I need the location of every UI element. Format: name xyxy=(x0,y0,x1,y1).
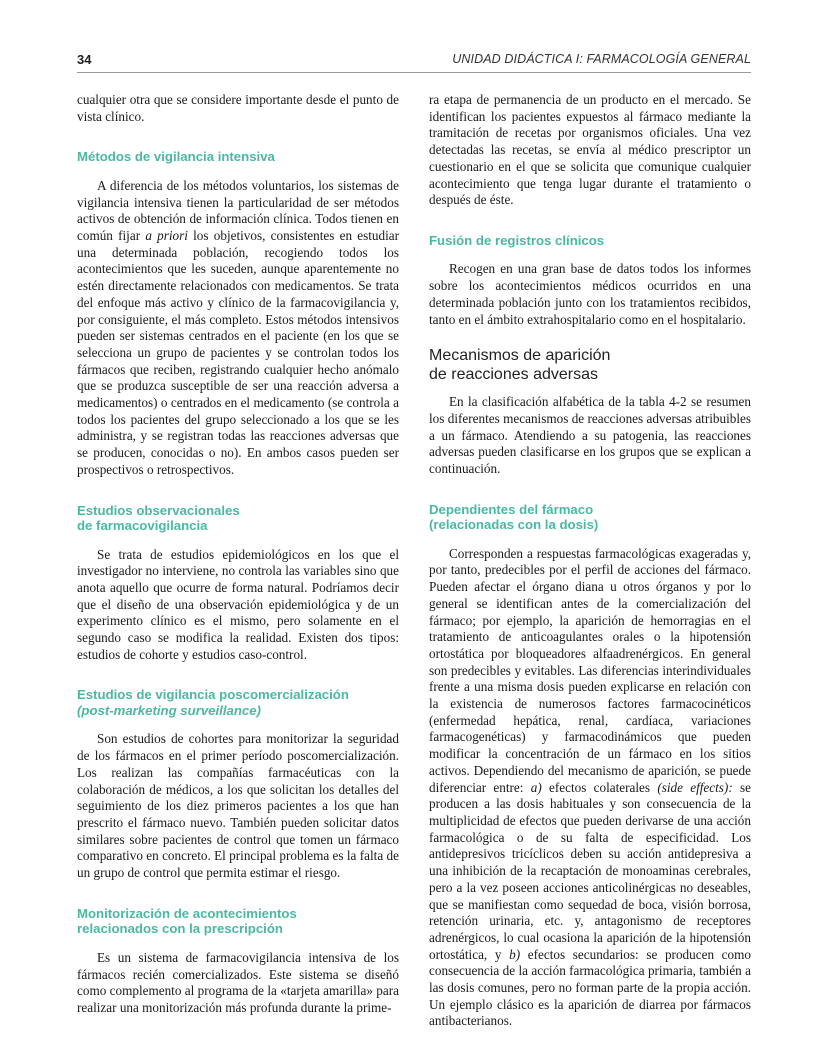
paragraph-poscomercializacion: Son estudios de cohortes para monitorizar la seguridad de los fármacos en el primer período poscomercialización. Los realizan las compañías farmacéuticas con la colaboración de médicos, a los que solicitan los detalles del seguimiento de los diez primeros pacientes a los que han prescrito el fármaco nuevo. También pueden solicitar datos similares sobre pacientes de control que tomen un fármaco comparativo en concreto. El principal problema es la falta de un grupo de control que permita estimar el riesgo. xyxy=(77,731,399,881)
paragraph-dependientes-farmaco: Corresponden a respuestas farmacológicas exageradas y, por tanto, predecibles por el perfil de acciones del fármaco. Pueden afectar el órgano diana u otros órganos y por lo general se identifican antes de la comercialización del fármaco; por ejemplo, la aparición de hemorragias en el tratamiento de anticoagulantes orales o la hipotensión ortostática por bloqueadores alfaadrenérgicos. En general son predecibles y evitables. Las diferencias interindividuales frente a una misma dosis pueden explicarse en relación con la existencia de numerosos factores farmacocinéticos (enfermedad hepática, renal, cardíaca, variaciones farmacogenéticas) y farmacodinámicos que pueden modificar la concentración de un fármaco en los sitios activos. Dependiendo del mecanismo de aparición, se puede diferenciar entre: a) efectos colaterales (side effects): se producen a las dosis habituales y son consecuencia de la multiplicidad de efectos que pueden derivarse de una acción farmacológica o de su falta de especificidad. Los antidepresivos tricíclicos deben su acción antidepresiva a una inhibición de la recaptación de monoaminas cerebrales, pero a la vez poseen acciones anticolinérgicas no deseables, que se manifiestan como sequedad de boca, visión borrosa, retención urinaria, etc. y, antagonismo de receptores adrenérgicos, lo cual ocasiona la aparición de la hipotensión ortostática, y b) efectos secundarios: se producen como consecuencia de la acción farmacológica primaria, también a las dosis comunes, pero no forman parte de la propia acción. Un ejemplo clásico es la aparición de diarrea por fármacos antibacterianos. xyxy=(429,545,751,1029)
page-number: 34 xyxy=(77,52,92,67)
heading-fusion-registros: Fusión de registros clínicos xyxy=(429,232,605,248)
heading-dependientes-farmaco: Dependientes del fármaco (relacionadas con la dosis) xyxy=(429,501,599,533)
running-header: UNIDAD DIDÁCTICA I: FARMACOLOGÍA GENERAL xyxy=(452,52,751,66)
heading-estudios-observacionales: Estudios observacionales de farmacovigilancia xyxy=(77,502,240,534)
intro-paragraph: cualquier otra que se considere importante desde el punto de vista clínico. xyxy=(77,92,399,124)
left-column xyxy=(77,92,399,1017)
continued-paragraph: ra etapa de permanencia de un producto en el mercado. Se identifican los pacientes expuestos al fármaco mediante la tramitación de recetas por organismos oficiales. Una vez detectadas las recetas, se envía al médico prescriptor un cuestionario en el que se solicita que comunique cualquier acontecimiento que tenga lugar durante el tratamiento o después de éste. xyxy=(429,92,751,208)
header-rule xyxy=(77,72,751,73)
heading-monitorizacion: Monitorización de acontecimientos relacionados con la prescripción xyxy=(77,905,297,937)
heading-poscomercializacion: Estudios de vigilancia poscomercialización (post-marketing surveillance) xyxy=(77,687,349,718)
right-column xyxy=(429,92,751,1030)
heading-mecanismos: Mecanismos de aparición de reacciones adversas xyxy=(429,347,611,384)
paragraph-estudios-observacionales: Se trata de estudios epidemiológicos en los que el investigador no interviene, no controla las variables sino que anota aquello que ocurre de forma natural. Podríamos decir que el diseño de una observación epidemiológica y de un experimento clínico es el mismo, pero solamente en el segundo caso se modifica la realidad. Existen dos tipos: estudios de cohorte y estudios caso-control. xyxy=(77,546,399,662)
paragraph-vigilancia-intensiva: A diferencia de los métodos voluntarios, los sistemas de vigilancia intensiva tienen la particularidad de ser métodos activos de obtención de información clínica. Todos tienen en común fijar a priori los objetivos, consistentes en estudiar una determinada población, recogiendo todos los acontecimientos que les suceden, aunque aparentemente no estén directamente relacionados con medicamentos. Se trata del enfoque más activo y clínico de la farmacovigilancia y, por consiguiente, el más completo. Estos métodos intensivos pueden ser sistemas centrados en el paciente (en los que se selecciona un grupo de pacientes y se controlan todos los fármacos que reciben, registrando cualquier hecho anómalo que se produzca susceptible de ser una reacción adversa a medicamentos) o centrados en el medicamento (se controla a todos los pacientes del grupo seleccionado a los que se les administra, y se registran todas las reacciones adversas que se producen, conocidas o no). En ambos casos pueden ser prospectivos o retrospectivos. xyxy=(77,177,400,477)
paragraph-fusion-registros: Recogen en una gran base de datos todos los informes sobre los acontecimientos médicos ocurridos en una determinada población junto con los tratamientos recibidos, tanto en el ámbito extrahospitalario como en el hospitalario. xyxy=(429,261,751,327)
paragraph-monitorizacion: Es un sistema de farmacovigilancia intensiva de los fármacos recién comercializados. Este sistema se diseñó como complemento al programa de la «tarjeta amarilla» para realizar una monitorización más profunda durante la prime- xyxy=(77,949,399,1015)
paragraph-mecanismos: En la clasificación alfabética de la tabla 4-2 se resumen los diferentes mecanismos de reacciones adversas atribuibles a un fármaco. Atendiendo a su patogenia, las reacciones adversas pueden clasificarse en los grupos que se explican a continuación. xyxy=(429,394,751,477)
heading-vigilancia-intensiva: Métodos de vigilancia intensiva xyxy=(77,149,275,165)
